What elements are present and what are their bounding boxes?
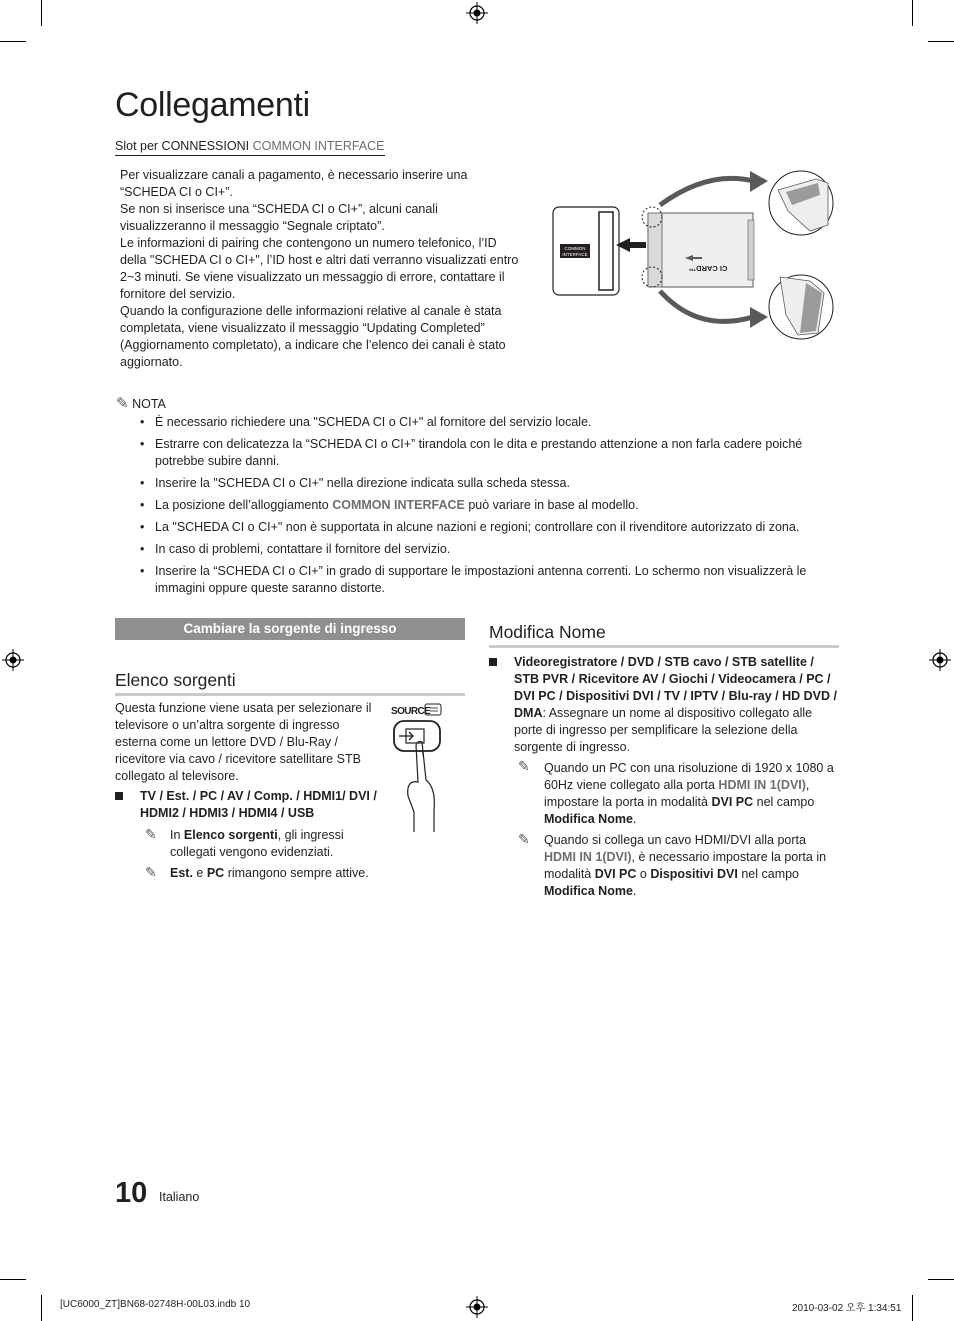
intro-paragraph: Per visualizzare canali a pagamento, è necessario inserire una “SCHEDA CI o CI+”. xyxy=(120,168,468,199)
device-list: Videoregistratore / DVD / STB cavo / STB satellite / STB PVR / Ricevitore AV / Giochi / Videocamera / PC / DVI PC / Dispositivi DVI / TV / IPTV / Blu-ray / HD DVD / DMA xyxy=(514,655,837,720)
footer-file: [UC6000_ZT]BN68-02748H-00L03.indb 10 xyxy=(60,1299,251,1310)
nota-label: NOTA xyxy=(132,397,166,411)
elenco-note-1 xyxy=(170,827,380,861)
note-bold: Modifica Nome xyxy=(544,812,633,826)
registration-mark-icon xyxy=(2,649,24,671)
note-bold: Elenco sorgenti xyxy=(183,828,278,842)
note-bold: Est. xyxy=(170,866,193,880)
note-port: HDMI IN 1(DVI) xyxy=(718,778,806,792)
intro-paragraph: Quando la configurazione delle informazioni relative al canale è stata completata, viene visualizzato il messaggio “Updating Completed” (Aggiornamento completato), a indicare che l’elenco dei canali è stato aggiornato. xyxy=(120,304,506,369)
note-text: Quando un PC con una risoluzione di 1920 x 1080 a 60Hz viene collegato alla porta xyxy=(544,761,834,792)
crop-mark xyxy=(0,41,26,42)
list-item: • Inserire la "SCHEDA CI o CI+" nella direzione indicata sulla scheda stessa. xyxy=(140,475,840,492)
note-text: o xyxy=(636,867,651,881)
ci-card-illustration xyxy=(548,165,840,345)
remote-source-button-illustration xyxy=(388,700,446,834)
intro-text xyxy=(120,167,520,371)
ci-card-label: CI CARD™ xyxy=(688,264,728,273)
crop-mark xyxy=(912,1295,913,1321)
note-text: , gli ingressi collegati vengono evidenziati. xyxy=(170,828,344,859)
heading-elenco-sorgenti: Elenco sorgenti xyxy=(115,670,465,696)
section-title-common-interface xyxy=(115,139,385,156)
crop-mark xyxy=(0,1279,26,1280)
list-item: • Estrarre con delicatezza la “SCHEDA CI o CI+” tirandola con le dita e prestando attenzione a non farla cadere poiché potrebbe subire danni. xyxy=(140,436,840,470)
list-item-bold: COMMON INTERFACE xyxy=(332,498,465,512)
list-item xyxy=(140,497,840,514)
pencil-note-icon: ✎ xyxy=(518,758,530,774)
intro-paragraph: Se non si inserisce una “SCHEDA CI o CI+”, alcuni canali visualizzeranno il messaggio “Segnale criptato”. xyxy=(120,202,438,233)
modifica-item xyxy=(514,654,840,756)
crop-mark xyxy=(928,41,954,42)
note-bold: DVI PC xyxy=(711,795,754,809)
list-item-pre: La posizione dell’alloggiamento xyxy=(155,498,333,512)
device-list-desc: : Assegnare un nome al dispositivo collegato alle porte di ingresso per semplificare la selezione della sorgente di ingresso. xyxy=(514,706,813,754)
footer-date: 2010-03-02 오후 1:34:51 xyxy=(792,1303,902,1314)
note-text: . xyxy=(632,812,637,826)
registration-mark-icon xyxy=(466,1296,488,1318)
note-bold: Dispositivi DVI xyxy=(650,867,738,881)
pencil-note-icon: ✎ xyxy=(145,826,157,842)
list-item: • Inserire la “SCHEDA CI o CI+” in grado di supportare le impostazioni antenna correnti. Lo schermo non visualizzerà le immagini oppure queste saranno distorte. xyxy=(140,563,840,597)
pencil-note-icon: ✎ xyxy=(116,395,129,412)
heading-modifica-nome: Modifica Nome xyxy=(489,622,839,648)
list-item: • In caso di problemi, contattare il fornitore del servizio. xyxy=(140,541,840,558)
elenco-body: Questa funzione viene usata per selezionare il televisore o un’altra sorgente di ingresso esterna come un lettore DVD / Blu-Ray / ricevitore via cavo / ricevitore satellitare STB collegato al televisore. xyxy=(115,701,372,783)
crop-mark xyxy=(928,1279,954,1280)
list-item: • La "SCHEDA CI o CI+" non è supportata in alcune nazioni e regioni; controllare con il rivenditore autorizzato di zona. xyxy=(140,519,840,536)
crop-mark xyxy=(41,0,42,26)
modifica-note-1 xyxy=(544,760,840,828)
note-text: rimangono sempre attive. xyxy=(224,866,369,880)
pencil-note-icon: ✎ xyxy=(518,831,530,847)
note-text: Quando si collega un cavo HDMI/DVI alla porta xyxy=(544,833,806,847)
list-item: • È necessario richiedere una "SCHEDA CI o CI+" al fornitore del servizio locale. xyxy=(140,414,840,431)
remote-source-label: SOURCE xyxy=(391,706,431,717)
note-port: HDMI IN 1(DVI) xyxy=(544,850,632,864)
note-text: , è necessario impostare la porta in modalità xyxy=(544,850,827,881)
note-bold: DVI PC xyxy=(594,867,637,881)
section-title-highlight: COMMON INTERFACE xyxy=(252,139,385,153)
note-text: , impostare la porta in modalità xyxy=(544,778,810,809)
note-bold: Modifica Nome xyxy=(544,884,633,898)
note-text: In xyxy=(170,828,184,842)
note-text: e xyxy=(192,866,207,880)
section-title-prefix: Slot per CONNESSIONI xyxy=(115,139,250,153)
section-bar-change-source: Cambiare la sorgente di ingresso xyxy=(115,618,465,640)
square-bullet-icon xyxy=(489,658,497,666)
page-number: 10 xyxy=(115,1177,148,1209)
list-item-post: può variare in base al modello. xyxy=(464,498,639,512)
nota-heading xyxy=(116,394,166,412)
note-text: . xyxy=(632,884,637,898)
slot-label-common: COMMON xyxy=(564,246,586,251)
nota-list xyxy=(140,414,840,602)
modifica-note-2 xyxy=(544,832,840,900)
slot-label-interface: INTERFACE xyxy=(562,252,588,257)
page-language: Italiano xyxy=(159,1190,200,1204)
page-title: Collegamenti xyxy=(115,86,310,124)
crop-mark xyxy=(41,1295,42,1321)
source-list: TV / Est. / PC / AV / Comp. / HDMI1/ DVI / HDMI2 / HDMI3 / HDMI4 / USB xyxy=(140,789,377,820)
registration-mark-icon xyxy=(929,649,951,671)
elenco-note-2 xyxy=(170,865,390,882)
registration-mark-icon xyxy=(466,2,488,24)
pencil-note-icon: ✎ xyxy=(145,864,157,880)
note-text: nel campo xyxy=(753,795,815,809)
crop-mark xyxy=(912,0,913,26)
square-bullet-icon xyxy=(115,792,123,800)
note-text: nel campo xyxy=(737,867,800,881)
note-bold: PC xyxy=(206,866,225,880)
intro-paragraph: Le informazioni di pairing che contengono un numero telefonico, l’ID della "SCHEDA CI o CI+", l’ID host e altri dati verranno visualizzati entro 2~3 minuti. Se viene visualizzato un messaggio di errore, contattare il fornitore del servizio. xyxy=(120,236,519,301)
